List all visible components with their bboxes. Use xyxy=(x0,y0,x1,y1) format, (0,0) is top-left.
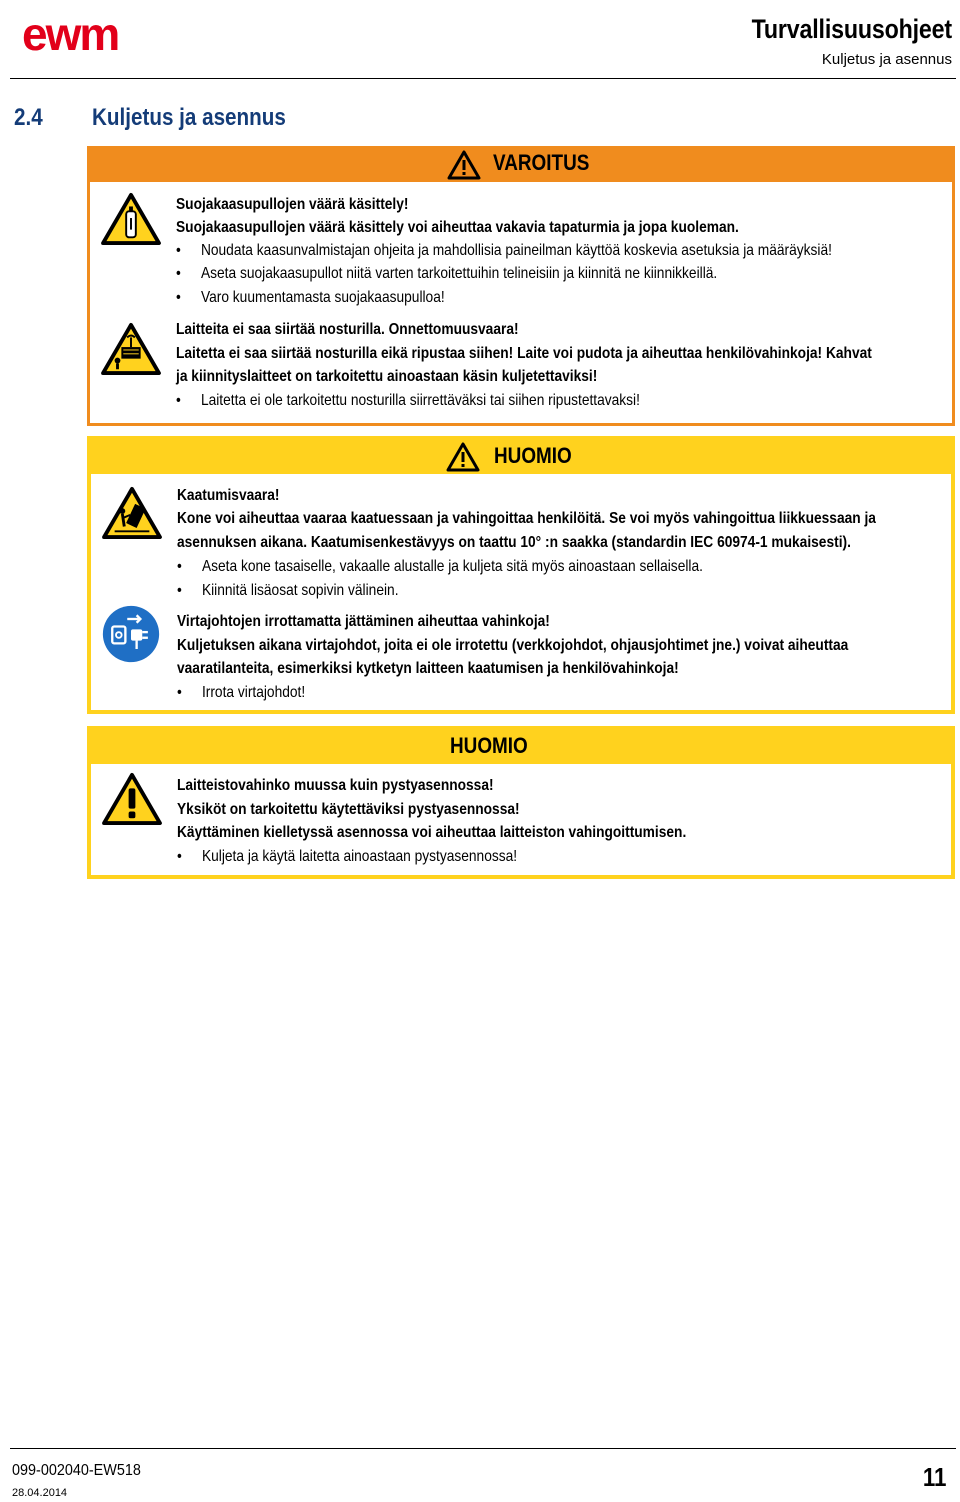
list-item: • Noudata kaasunvalmistajan ohjeita ja mahdollisia paineilman käyttöä koskevia asetuksia ja määräyksiä! xyxy=(176,242,832,259)
list-item: • Kuljeta ja käytä laitetta ainoastaan pystyasennossa! xyxy=(177,848,518,865)
list-item: • Laitetta ei ole tarkoitettu nosturilla siirrettäväksi tai siihen ripustettavaksi! xyxy=(176,392,640,409)
list-item: • Varo kuumentamasta suojakaasupulloa! xyxy=(176,289,445,306)
ewm-logo xyxy=(22,6,162,60)
warning-box-header xyxy=(90,146,952,182)
page-number: 11 xyxy=(922,1462,946,1492)
suspended-load-warning-icon xyxy=(100,322,162,376)
tipping-heading: Kaatumisvaara! xyxy=(177,487,280,504)
list-item: • Aseta suojakaasupullot niitä varten tarkoitettuihin telineisiin ja kiinnitä ne kiinnikkeillä. xyxy=(176,265,718,282)
list-item: • Kiinnitä lisäosat sopivin välinein. xyxy=(177,582,399,599)
caution-label: HUOMIO xyxy=(450,733,528,758)
header-rule xyxy=(10,78,956,79)
crane-text-line: Laitetta ei saa siirtää nosturilla eikä ripustaa siihen! Laite voi pudota ja aiheuttaa henkilövahinkoja! Kahvat xyxy=(176,345,872,362)
caution-box-header xyxy=(91,726,951,764)
caution-box-body xyxy=(91,764,951,875)
caution-label: HUOMIO xyxy=(494,443,572,468)
disconnect-plug-icon xyxy=(101,604,161,664)
gas-cylinder-text: Suojakaasupullojen väärä käsittely voi aiheuttaa vakavia tapaturmia ja jopa kuoleman. xyxy=(176,219,739,236)
footer-rule xyxy=(10,1448,956,1449)
crane-heading: Laitteita ei saa siirtää nosturilla. Onnettomuusvaara! xyxy=(176,321,519,338)
warning-triangle-icon xyxy=(447,150,481,180)
section-title: Kuljetus ja asennus xyxy=(92,104,286,131)
page-header-subtitle: Kuljetus ja asennus xyxy=(821,51,952,68)
warning-box-body xyxy=(90,182,952,423)
warning-label: VAROITUS xyxy=(493,150,590,175)
cable-text-line: Kuljetuksen aikana virtajohdot, joita ei ole irrotettu (verkkojohdot, ohjausjohtimet jne.) voivat aiheuttaa xyxy=(177,637,849,654)
warning-triangle-icon xyxy=(446,442,480,472)
logo-text: ewm xyxy=(22,8,119,60)
upright-line: Yksiköt on tarkoitettu käytettäviksi pystyasennossa! xyxy=(177,801,520,818)
document-number: 099-002040-EW518 xyxy=(12,1462,141,1479)
crane-text-line: ja kiinnityslaitteet on tarkoitettu ainoastaan käsin kuljetettaviksi! xyxy=(176,368,598,385)
tipping-warning-icon xyxy=(101,486,163,540)
gas-cylinder-heading: Suojakaasupullojen väärä käsittely! xyxy=(176,196,409,213)
upright-line: Käyttäminen kielletyssä asennossa voi aiheuttaa laitteiston vahingoittumisen. xyxy=(177,824,687,841)
tipping-text-line: Kone voi aiheuttaa vaaraa kaatuessaan ja vahingoittaa henkilöitä. Se voi myös vahingoittua liikkuessaan ja xyxy=(177,510,876,527)
page-header-title: Turvallisuusohjeet xyxy=(751,14,952,44)
caution-box-header xyxy=(91,436,951,474)
cable-heading: Virtajohtojen irrottamatta jättäminen aiheuttaa vahinkoja! xyxy=(177,613,550,630)
warning-box xyxy=(87,146,955,426)
cable-text-line: vaaratilanteita, esimerkiksi kytketyn laitteen kaatumisen ja henkilövahinkoja! xyxy=(177,660,679,677)
caution-box-body xyxy=(91,474,951,710)
upright-line: Laitteistovahinko muussa kuin pystyasennossa! xyxy=(177,777,494,794)
section-number: 2.4 xyxy=(14,104,43,131)
tipping-text-line: asennuksen aikana. Kaatumisenkestävyys on taattu 10° :n saakka (standardin IEC 60974-1 mukaisesti). xyxy=(177,534,851,551)
list-item: • Irrota virtajohdot! xyxy=(177,684,306,701)
caution-box xyxy=(87,436,955,714)
caution-box xyxy=(87,726,955,879)
general-warning-icon xyxy=(101,772,163,826)
list-item: • Aseta kone tasaiselle, vakaalle alustalle ja kuljeta sitä myös ainoastaan sellaisella. xyxy=(177,558,703,575)
gas-cylinder-warning-icon xyxy=(100,192,162,246)
document-date: 28.04.2014 xyxy=(12,1487,68,1499)
